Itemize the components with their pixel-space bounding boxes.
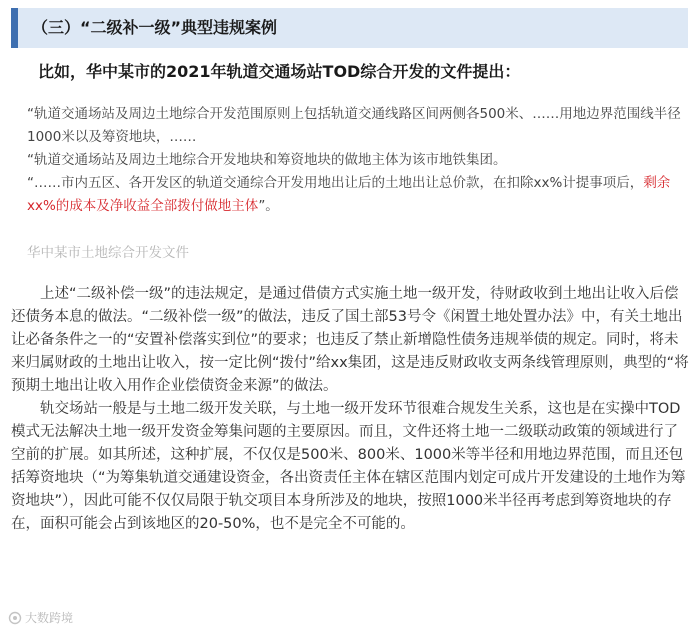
- quote-line-2: “轨道交通场站及周边土地综合开发地块和筹资地块的做地主体为该市地铁集团。: [27, 152, 507, 168]
- quote-block: [27, 103, 692, 218]
- quote-line-3-post: ”。: [258, 198, 279, 214]
- watermark-text: 大数跨境: [25, 611, 74, 625]
- quote-highlight: 剩余xx%的成本及净收益全部拨付做地主体: [27, 175, 671, 214]
- quote-line-1: “轨道交通场站及周边土地综合开发范围原则上包括轨道交通线路区间两侧各500米、……用地边界范围线半径1000米以及筹资地块，……: [27, 106, 681, 145]
- paragraph-1: 上述“二级补偿一级”的违法规定，是通过借债方式实施土地一级开发，待财政收到土地出让收入后偿还债务本息的做法。“二级补偿一级”的做法，违反了国土部53号令《闲置土地处置办法》中，有关土地出让必备条件之一的“安置补偿落实到位”的要求；也违反了禁止新增隐性债务违规举债的规定。同时，将未来归属财政的土地出让收入，按一定比例“拨付”给xx集团，这是违反财政收支两条线管理原则，典型的“将预期土地出让收入用作企业偿债资金来源”的做法。: [11, 286, 689, 394]
- logo-icon: [8, 611, 22, 625]
- watermark: [8, 609, 73, 627]
- quote-line-3: [27, 172, 692, 218]
- body-text: [11, 283, 691, 536]
- quote-line-3-pre: “……市内五区、各开发区的轨道交通综合开发用地出让后的土地出让总价款，在扣除xx%计提事项后，: [27, 175, 644, 191]
- section-title: （三）“二级补一级”典型违规案例: [32, 18, 278, 37]
- source-caption: 华中某市土地综合开发文件: [27, 245, 189, 261]
- paragraph-2: 轨交场站一般是与土地二级开发关联，与土地一级开发环节很难合规发生关系，这也是在实操中TOD模式无法解决土地一级开发资金筹集问题的主要原因。而且，文件还将土地一二级联动政策的领域进行了空前的扩展。如其所述，这种扩展，不仅仅是500米、800米、1000米等半径和用地边界范围，而且还包括筹资地块（“为筹集轨道交通建设资金，各出资责任主体在辖区范围内划定可成片开发建设的土地作为筹资地块”），因此可能不仅仅局限于轨交项目本身所涉及的地块，按照1000米半径再考虑到筹资地块的存在，面积可能会占到该地区的20-50%，也不是完全不可能的。: [11, 401, 686, 532]
- intro-text: 比如，华中某市的2021年轨道交通场站TOD综合开发的文件提出：: [38, 62, 521, 81]
- section-header: [11, 8, 688, 48]
